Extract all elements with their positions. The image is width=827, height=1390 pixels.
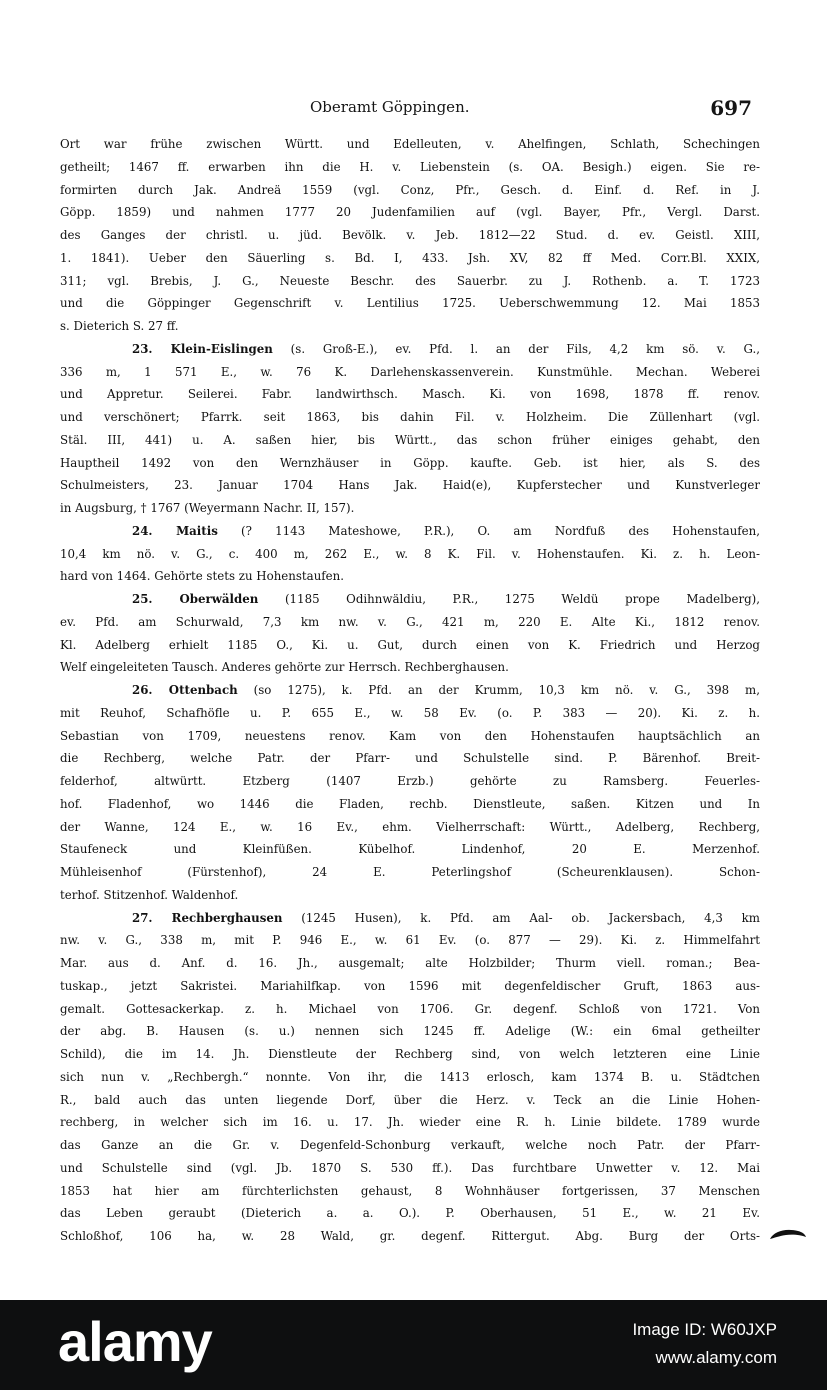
text-line [60, 770, 760, 793]
line-text: hof. Fladenhof, wo 1446 die Fladen, rechb. Dienstleute, saßen. Kitzen und In [60, 796, 760, 811]
text-line [60, 1202, 760, 1225]
line-text: der abg. B. Hausen (s. u.) nennen sich 1245 ff. Adelige (W.: ein 6mal getheilter [60, 1024, 760, 1039]
entry-line [60, 520, 760, 543]
text-line [60, 816, 760, 839]
line-text: Ort war frühe zwischen Württ. und Edelleuten, v. Ahelfingen, Schlath, Schechingen [60, 137, 760, 151]
text-line [60, 1134, 760, 1157]
text-line [60, 361, 760, 384]
text-line [60, 884, 760, 907]
line-text: Welf eingeleiteten Tausch. Anderes gehörte zur Herrsch. Rechberghausen. [60, 660, 509, 675]
site-url: www.alamy.com [655, 1348, 777, 1367]
line-text: Kl. Adelberg erhielt 1185 O., Ki. u. Gut, durch einen von K. Friedrich und Herzog [60, 637, 760, 652]
text-line [60, 634, 760, 657]
line-text: (so 1275), k. Pfd. an der Krumm, 10,3 km nö. v. G., 398 m, [253, 683, 760, 697]
entry-heading: 27. Rechberghausen [132, 910, 283, 925]
text-line [60, 543, 760, 566]
running-header [60, 96, 760, 120]
line-text: das Ganze an die Gr. v. Degenfeld-Schonburg verkauft, welche noch Patr. der Pfarr- [60, 1138, 760, 1152]
page-number: 697 [710, 96, 752, 120]
entry-heading: 23. Klein-Eislingen [132, 341, 273, 356]
text-line [60, 1020, 760, 1043]
text-line [60, 429, 760, 452]
text-line [60, 1180, 760, 1203]
text-line [60, 270, 760, 293]
line-text: (? 1143 Mateshowe, P.R.), O. am Nordfuß des Hohenstaufen, [241, 523, 760, 538]
line-text: tuskap., jetzt Sakristei. Mariahilfkap. von 1596 mit degenfeldischer Gruft, 1863 aus- [60, 978, 760, 993]
line-text: (s. Groß-E.), ev. Pfd. l. an der Fils, 4,2 km sö. v. G., [290, 341, 760, 356]
line-text: (1245 Husen), k. Pfd. am Aal- ob. Jackersbach, 4,3 km [301, 910, 760, 925]
line-text: 1853 hat hier am fürchterlichsten gehaust, 8 Wohnhäuser fortgerissen, 37 Menschen [60, 1183, 760, 1198]
line-text: Schild), die im 14. Jh. Dienstleute der Rechberg sind, von welch letzteren eine Linie [60, 1047, 760, 1061]
line-text: Schloßhof, 106 ha, w. 28 Wald, gr. degenf. Rittergut. Abg. Burg der Orts- [60, 1229, 760, 1243]
text-line [60, 1111, 760, 1134]
line-text: 336 m, 1 571 E., w. 76 K. Darlehenskassenverein. Kunstmühle. Mechan. Weberei [60, 364, 760, 379]
line-text: Hauptheil 1492 von den Wernzhäuser in Göpp. kaufte. Geb. ist hier, als S. des [60, 455, 760, 470]
text-line [60, 1066, 760, 1089]
line-text: des Ganges der christl. u. jüd. Bevölk. v. Jeb. 1812—22 Stud. d. ev. Geistl. XIII, [60, 228, 760, 242]
line-text: gemalt. Gottesackerkap. z. h. Michael von 1706. Gr. degenf. Schloß von 1721. Von [60, 1001, 760, 1016]
line-text: felderhof, altwürtt. Etzberg (1407 Erzb.) gehörte zu Ramsberg. Feuerles- [60, 774, 760, 788]
entry-line [60, 679, 760, 702]
line-text: und Schulstelle sind (vgl. Jb. 1870 S. 530 ff.). Das furchtbare Unwetter v. 12. Mai [60, 1160, 760, 1175]
entry-heading: 24. Maitis [132, 523, 218, 538]
entry-heading: 25. Oberwälden [132, 592, 259, 606]
text-line [60, 838, 760, 861]
line-text: und Appretur. Seilerei. Fabr. landwirthsch. Masch. Ki. von 1698, 1878 ff. renov. [60, 387, 760, 402]
line-text: Staufeneck und Kleinfüßen. Kübelhof. Lindenhof, 20 E. Merzenhof. [60, 842, 760, 857]
entry-heading: 26. Ottenbach [132, 683, 238, 697]
text-line [60, 975, 760, 998]
line-text: R., bald auch das unten liegende Dorf, über die Herz. v. Teck an die Linie Hohen- [60, 1092, 760, 1107]
entry-line [60, 338, 760, 361]
line-text: ev. Pfd. am Schurwald, 7,3 km nw. v. G., 421 m, 220 E. Alte Ki., 1812 renov. [60, 614, 760, 629]
line-text: terhof. Stitzenhof. Waldenhof. [60, 887, 239, 902]
text-line [60, 474, 760, 497]
alamy-logo: alamy [58, 1310, 212, 1373]
text-line [60, 383, 760, 406]
line-text: Stäl. III, 441) u. A. saßen hier, bis Württ., das schon früher einiges gehabt, den [60, 432, 760, 447]
text-line [60, 247, 760, 270]
text-line [60, 497, 760, 520]
line-text: Göpp. 1859) und nahmen 1777 20 Judenfamilien auf (vgl. Bayer, Pfr., Vergl. Darst. [60, 205, 760, 220]
text-line [60, 201, 760, 224]
text-line [60, 656, 760, 679]
watermark-banner [0, 1300, 827, 1390]
text-line [60, 998, 760, 1021]
text-line [60, 565, 760, 588]
text-line [60, 929, 760, 952]
line-text: formirten durch Jak. Andreä 1559 (vgl. Conz, Pfr., Gesch. d. Einf. d. Ref. in J. [60, 182, 760, 197]
line-text: Sebastian von 1709, neuestens renov. Kam von den Hohenstaufen hauptsächlich an [60, 728, 760, 743]
text-line [60, 179, 760, 202]
line-text: rechberg, in welcher sich im 16. u. 17. Jh. wieder eine R. h. Linie bildete. 1789 wurde [60, 1115, 760, 1130]
line-text: Mar. aus d. Anf. d. 16. Jh., ausgemalt; alte Holzbilder; Thurm viell. roman.; Bea- [60, 956, 760, 970]
text-line [60, 315, 760, 338]
text-line [60, 861, 760, 884]
text-line [60, 793, 760, 816]
text-line [60, 133, 760, 156]
line-text: der Wanne, 124 E., w. 16 Ev., ehm. Vielherrschaft: Württ., Adelberg, Rechberg, [60, 819, 760, 834]
text-line [60, 952, 760, 975]
running-title: Oberamt Göppingen. [310, 98, 470, 116]
line-text: Mühleisenhof (Fürstenhof), 24 E. Peterlingshof (Scheurenklausen). Schon- [60, 865, 760, 879]
line-text: in Augsburg, † 1767 (Weyermann Nachr. II, 157). [60, 501, 355, 515]
line-text: s. Dieterich S. 27 ff. [60, 319, 179, 333]
line-text: und verschönert; Pfarrk. seit 1863, bis dahin Fil. v. Holzheim. Die Züllenhart (vgl. [60, 410, 760, 424]
entry-line [60, 907, 760, 930]
line-text: nw. v. G., 338 m, mit P. 946 E., w. 61 Ev. (o. 877 — 29). Ki. z. Himmelfahrt [60, 933, 760, 948]
text-line [60, 292, 760, 315]
text-line [60, 224, 760, 247]
image-id: Image ID: W60JXP [632, 1320, 777, 1339]
line-text: hard von 1464. Gehörte stets zu Hohenstaufen. [60, 569, 344, 584]
line-text: getheilt; 1467 ff. erwarben ihn die H. v. Liebenstein (s. OA. Besigh.) eigen. Sie re- [60, 159, 760, 174]
text-line [60, 156, 760, 179]
text-line [60, 1157, 760, 1180]
text-line [60, 747, 760, 770]
line-text: 311; vgl. Brebis, J. G., Neueste Beschr. des Sauerbr. zu J. Rothenb. a. T. 1723 [60, 273, 760, 288]
line-text: (1185 Odihnwäldiu, P.R., 1275 Weldü prope Madelberg), [284, 592, 760, 606]
line-text: und die Göppinger Gegenschrift v. Lentilius 1725. Ueberschwemmung 12. Mai 1853 [60, 296, 760, 311]
line-text: mit Reuhof, Schafhöfle u. P. 655 E., w. 58 Ev. (o. P. 383 — 20). Ki. z. h. [60, 705, 760, 720]
line-text: 1. 1841). Ueber den Säuerling s. Bd. I, 433. Jsh. XV, 82 ff Med. Corr.Bl. XXIX, [60, 250, 760, 265]
text-line [60, 702, 760, 725]
line-text: das Leben geraubt (Dieterich a. a. O.). P. Oberhausen, 51 E., w. 21 Ev. [60, 1206, 760, 1221]
text-line [60, 725, 760, 748]
text-line [60, 452, 760, 475]
line-text: Schulmeisters, 23. Januar 1704 Hans Jak. Haid(e), Kupferstecher und Kunstverleger [60, 478, 760, 493]
text-line [60, 1225, 760, 1248]
body-text [60, 133, 760, 1248]
line-text: die Rechberg, welche Patr. der Pfarr- und Schulstelle sind. P. Bärenhof. Breit- [60, 751, 760, 766]
text-line [60, 611, 760, 634]
entry-line [60, 588, 760, 611]
line-text: sich nun v. „Rechbergh.“ nonnte. Von ihr, die 1413 erlosch, kam 1374 B. u. Städtchen [60, 1069, 760, 1084]
text-line [60, 406, 760, 429]
text-line [60, 1089, 760, 1112]
line-text: 10,4 km nö. v. G., c. 400 m, 262 E., w. 8 K. Fil. v. Hohenstaufen. Ki. z. h. Leon- [60, 546, 760, 561]
text-line [60, 1043, 760, 1066]
